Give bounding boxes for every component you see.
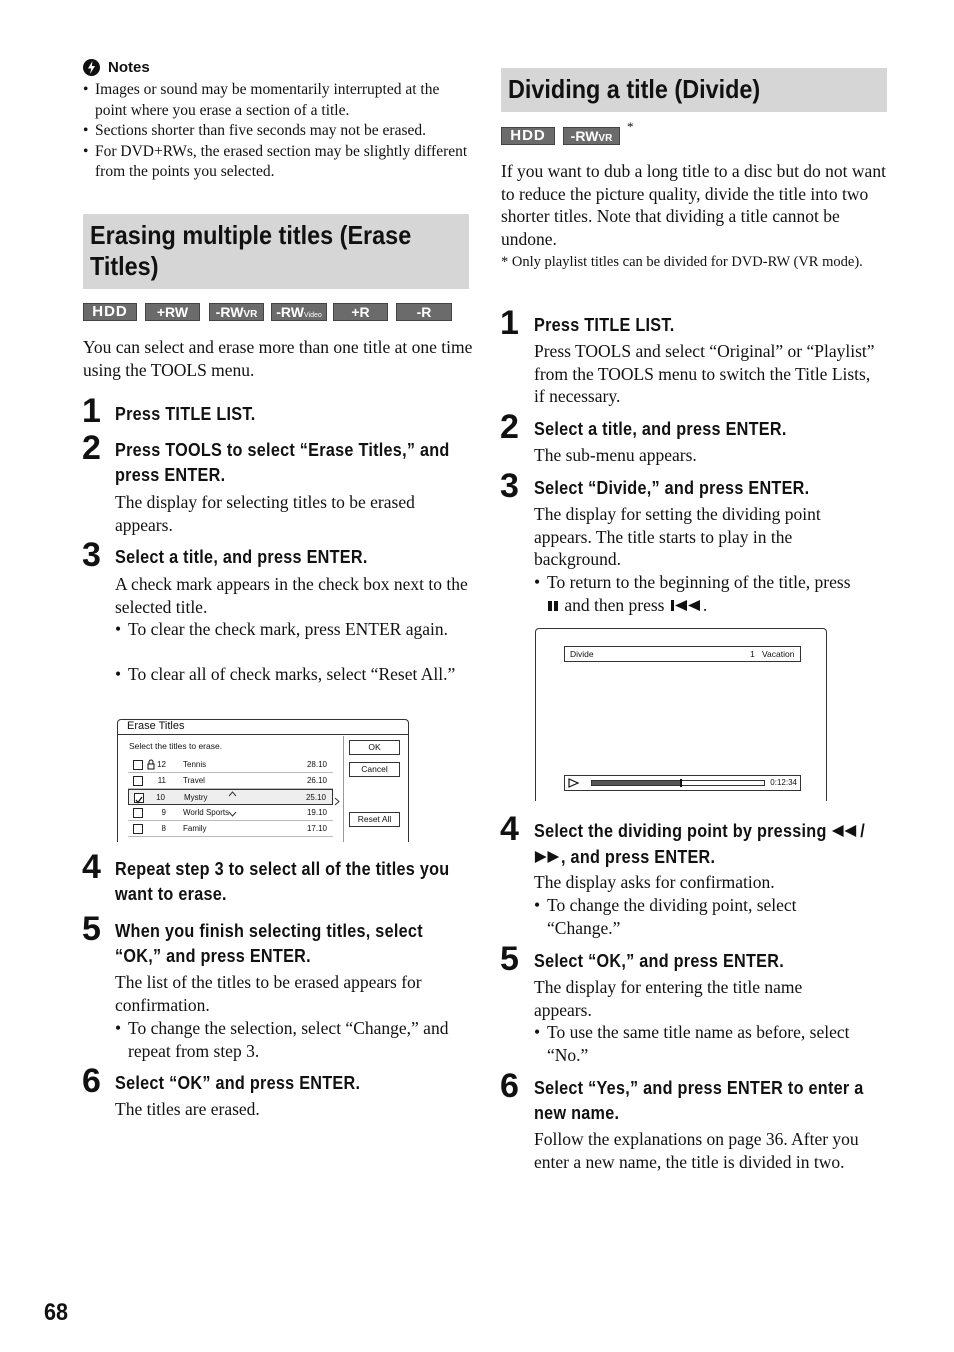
erase-step-3-heading: Select a title, and press ENTER. (115, 547, 368, 567)
erase-step-4-heading: Repeat step 3 to select all of the titles you want to erase. (115, 859, 450, 904)
divide-step-2-heading: Select a title, and press ENTER. (534, 419, 787, 439)
note-item: • For DVD+RWs, the erased section may be slightly different from the points you selected. (83, 142, 468, 180)
previous-icon (669, 595, 703, 618)
badge-hdd: HDD (83, 303, 137, 321)
table-row[interactable] (128, 821, 333, 837)
divide-intro: If you want to dub a long title to a disc but do not want to reduce the picture quality, divide the title into two shorter titles. Note that dividing a title cannot be undone. (501, 161, 886, 249)
divide-step-3-body: The display for setting the dividing point appears. The title starts to play in the background. (534, 504, 821, 569)
table-row[interactable] (128, 757, 333, 773)
checkbox[interactable] (133, 808, 143, 818)
fast-forward-icon (534, 846, 561, 871)
divide-step-6-number: 6 (500, 1067, 519, 1105)
title-number: 1 (750, 649, 755, 659)
divide-step-5-heading: Select “OK,” and press ENTER. (534, 951, 785, 971)
screen-prompt: Select the titles to erase. (129, 741, 223, 751)
divide-step-5-number: 5 (500, 940, 519, 978)
notes-section (83, 58, 473, 183)
erase-step-1-heading: Press TITLE LIST. (115, 404, 256, 424)
title-name: Vacation (762, 649, 795, 659)
title-number: 9 (161, 808, 166, 817)
ok-button[interactable]: OK (349, 740, 400, 755)
erase-section-header: Erasing multiple titles (Erase Titles) (83, 214, 469, 289)
playback-time: 0:12:34 (770, 778, 797, 787)
badge-plus-rw: +RW (145, 303, 200, 321)
divide-step-4-heading: Select the dividing point by pressing / , and press ENTER. (534, 819, 890, 871)
title-list (128, 757, 333, 839)
checkbox[interactable] (133, 760, 143, 770)
screen-title: Erase Titles (127, 720, 185, 732)
erase-step-2-number: 2 (82, 429, 101, 467)
divide-step-3-heading: Select “Divide,” and press ENTER. (534, 478, 810, 498)
pause-icon (547, 595, 560, 618)
divide-step-2-number: 2 (500, 408, 519, 446)
erase-step-3-number: 3 (82, 536, 101, 574)
divide-format-badges (501, 119, 701, 146)
rewind-icon (831, 820, 860, 845)
divide-step-2-body: The sub-menu appears. (534, 445, 697, 465)
divide-step-4-number: 4 (500, 810, 519, 848)
erase-step-6-body: The titles are erased. (115, 1099, 260, 1119)
erase-step-4-number: 4 (82, 848, 101, 886)
divide-step-6-body: Follow the explanations on page 36. After you enter a new name, the title is divided in two. (534, 1129, 859, 1172)
checkbox[interactable] (133, 824, 143, 834)
progress-fill (592, 781, 681, 785)
asterisk: * (627, 119, 634, 134)
title-number: 8 (161, 824, 166, 833)
erase-step-2-heading: Press TOOLS to select “Erase Titles,” and press ENTER. (115, 440, 450, 485)
erase-format-badges (83, 303, 469, 321)
erase-step-2-body: The display for selecting titles to be erased appears. (115, 492, 415, 535)
note-item: • Sections shorter than five seconds may not be erased. (83, 122, 427, 139)
divide-step-5-body: The display for entering the title name appears. (534, 977, 803, 1020)
title-number: 10 (156, 793, 165, 802)
divide-footnote: * Only playlist titles can be divided for DVD-RW (VR mode). (501, 254, 863, 270)
badge-hdd: HDD (501, 127, 555, 145)
progress-cursor[interactable] (680, 779, 682, 787)
divide-step-6-heading: Select “Yes,” and press ENTER to enter a new name. (534, 1078, 864, 1123)
title-number: 12 (157, 760, 166, 769)
checkbox-checked[interactable] (134, 793, 144, 803)
divide-screen (535, 628, 827, 801)
erase-step-6-number: 6 (82, 1062, 101, 1100)
scroll-up-icon[interactable] (228, 784, 237, 802)
title-name: Tennis (183, 760, 207, 769)
divide-step-3-number: 3 (500, 467, 519, 505)
page-number: 68 (44, 1299, 69, 1326)
divide-step-4-bullet: • To change the dividing point, select “Change.” (534, 895, 797, 938)
scroll-down-icon[interactable] (228, 804, 237, 822)
title-name: Mystry (184, 793, 208, 802)
notes-icon (83, 59, 100, 76)
erase-step-3-bullet: • To clear all of check marks, select “Reset All.” (115, 664, 456, 684)
divide-section-header (501, 68, 887, 112)
title-name: Family (183, 824, 207, 833)
erase-intro: You can select and erase more than one title at one time using the TOOLS menu. (83, 337, 473, 380)
badge-minus-rw-vr: -RWVR (209, 303, 264, 321)
erase-step-3-bullet: • To clear the check mark, press ENTER again. (115, 619, 448, 639)
erase-step-5-body: The list of the titles to be erased appears for confirmation. (115, 972, 422, 1015)
title-name: World Sports (183, 808, 230, 817)
erase-step-5-bullet: • To change the selection, select “Change,” and repeat from step 3. (115, 1018, 449, 1061)
divide-step-3-bullet: • To return to the beginning of the title, press and then press . (534, 571, 886, 617)
reset-all-button[interactable]: Reset All (349, 812, 400, 827)
erase-step-5-heading: When you finish selecting titles, select “OK,” and press ENTER. (115, 921, 423, 966)
notes-title: Notes (108, 59, 150, 76)
badge-plus-r: +R (333, 303, 388, 321)
playback-bar (564, 775, 801, 791)
title-date: 25.10 (305, 793, 326, 802)
checkbox[interactable] (133, 776, 143, 786)
erase-step-3-body: A check mark appears in the check box next to the selected title. (115, 574, 468, 617)
cancel-button[interactable]: Cancel (349, 762, 400, 777)
erase-step-1-number: 1 (82, 392, 101, 430)
title-number: 11 (157, 776, 166, 785)
erase-step-6-heading: Select “OK” and press ENTER. (115, 1073, 361, 1093)
divide-step-1-heading: Press TITLE LIST. (534, 315, 675, 335)
divide-info-bar (564, 646, 801, 662)
divide-step-5-bullet: • To use the same title name as before, select “No.” (534, 1022, 850, 1065)
play-icon (568, 778, 580, 793)
divide-section-title: Dividing a title (Divide) (508, 74, 761, 104)
badge-minus-rw-video: -RWVideo (271, 303, 327, 321)
title-name: Travel (183, 776, 205, 785)
scroll-right-icon[interactable] (334, 793, 340, 811)
title-date: 19.10 (306, 808, 327, 817)
divide-step-4-body: The display asks for confirmation. (534, 872, 775, 892)
divide-step-1-number: 1 (500, 304, 519, 342)
note-item: • Images or sound may be momentarily interrupted at the point where you erase a section of a title. (83, 81, 440, 119)
badge-minus-r: -R (396, 303, 452, 321)
erase-titles-screen (117, 719, 409, 842)
divide-step-1-body: Press TOOLS and select “Original” or “Playlist” from the TOOLS menu to switch the Title Lists, if necessary. (534, 341, 875, 406)
title-date: 28.10 (306, 760, 327, 769)
erase-step-5-number: 5 (82, 910, 101, 948)
divide-label: Divide (570, 649, 594, 659)
erase-section-title: Erasing multiple titles (Erase (90, 220, 412, 250)
badge-minus-rw-vr: -RWVR (563, 127, 620, 145)
progress-track[interactable] (591, 780, 765, 786)
title-date: 17.10 (306, 824, 327, 833)
title-date: 26.10 (306, 776, 327, 785)
